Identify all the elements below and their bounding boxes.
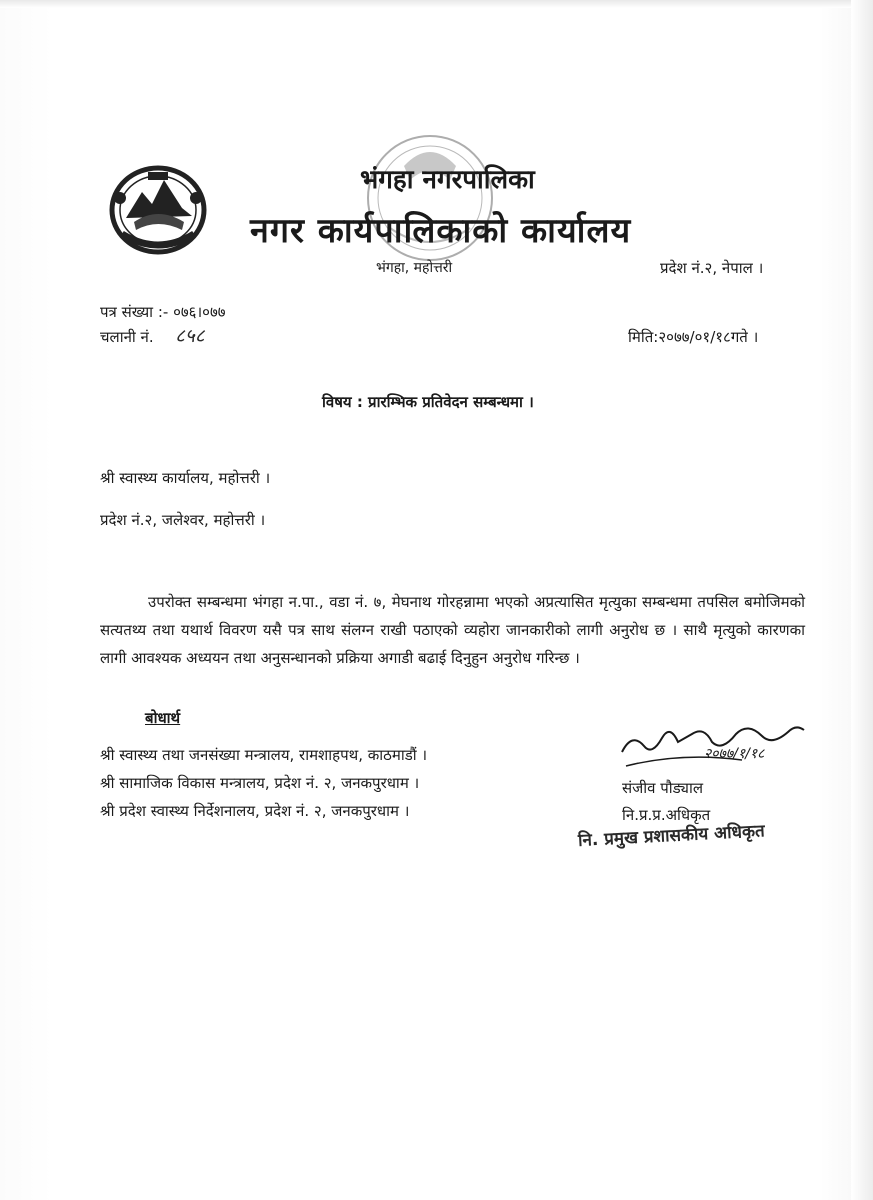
cc-item: श्री सामाजिक विकास मन्त्रालय, प्रदेश नं. २, जनकपुरधाम । bbox=[100, 774, 420, 792]
province-line: प्रदेश नं.२, नेपाल । bbox=[660, 259, 764, 277]
cc-item: श्री प्रदेश स्वास्थ्य निर्देशनालय, प्रदेश नं. २, जनकपुरधाम । bbox=[100, 802, 410, 820]
designation-stamp: नि. प्रमुख प्रशासकीय अधिकृत bbox=[577, 821, 766, 851]
office-address: भंगहा, महोत्तरी bbox=[376, 260, 453, 276]
office-title: नगर कार्यपालिकाको कार्यालय bbox=[250, 211, 632, 251]
letter-number: पत्र संख्या :- ०७६।०७७ bbox=[100, 303, 226, 321]
scan-top-edge bbox=[0, 0, 873, 8]
letter-body: उपरोक्त सम्बन्धमा भंगहा न.पा., वडा नं. ७, मेघनाथ गोरहन्नामा भएको अप्रत्यासित मृत्युका सम्बन्धमा तपसिल बमोजिमको सत्यतथ्य तथा यथार्थ विवरण यसै पत्र साथ संलग्न राखी पठाएको व्यहोरा जानकारीको लागी अनुरोध छ । साथै मृत्युको कारणका लागी आवश्यक अध्ययन तथा अनुसन्धानको प्रक्रिया अगाडी बढाई दिनुहुन अनुरोध गरिन्छ । bbox=[100, 593, 805, 667]
recipient-line-1: श्री स्वास्थ्य कार्यालय, महोत्तरी । bbox=[100, 469, 271, 487]
signatory-name: संजीव पौड्याल bbox=[622, 779, 704, 797]
signatory-title: नि.प्र.प्र.अधिकृत bbox=[622, 806, 711, 824]
dispatch-number-label: चलानी नं. bbox=[100, 328, 154, 346]
office-stamp-icon bbox=[360, 118, 500, 278]
subject-line: विषय : प्रारम्भिक प्रतिवेदन सम्बन्धमा । bbox=[322, 393, 534, 411]
recipient-line-2: प्रदेश नं.२, जलेश्वर, महोत्तरी । bbox=[100, 511, 266, 529]
cc-item: श्री स्वास्थ्य तथा जनसंख्या मन्त्रालय, रामशाहपथ, काठमाडौं । bbox=[100, 746, 428, 764]
handwritten-signature bbox=[612, 712, 812, 782]
svg-text:२०७७/१/१८: २०७७/१/१८ bbox=[704, 746, 765, 762]
organization-name: भंगहा नगरपालिका bbox=[360, 165, 535, 195]
dispatch-number-handwritten: ८५८ bbox=[175, 325, 205, 347]
nepal-emblem-icon bbox=[104, 158, 212, 258]
letter-date: मिति:२०७७/०१/१८गते । bbox=[628, 328, 759, 346]
scan-right-edge bbox=[851, 0, 873, 1200]
cc-heading: बोधार्थ bbox=[145, 709, 181, 727]
